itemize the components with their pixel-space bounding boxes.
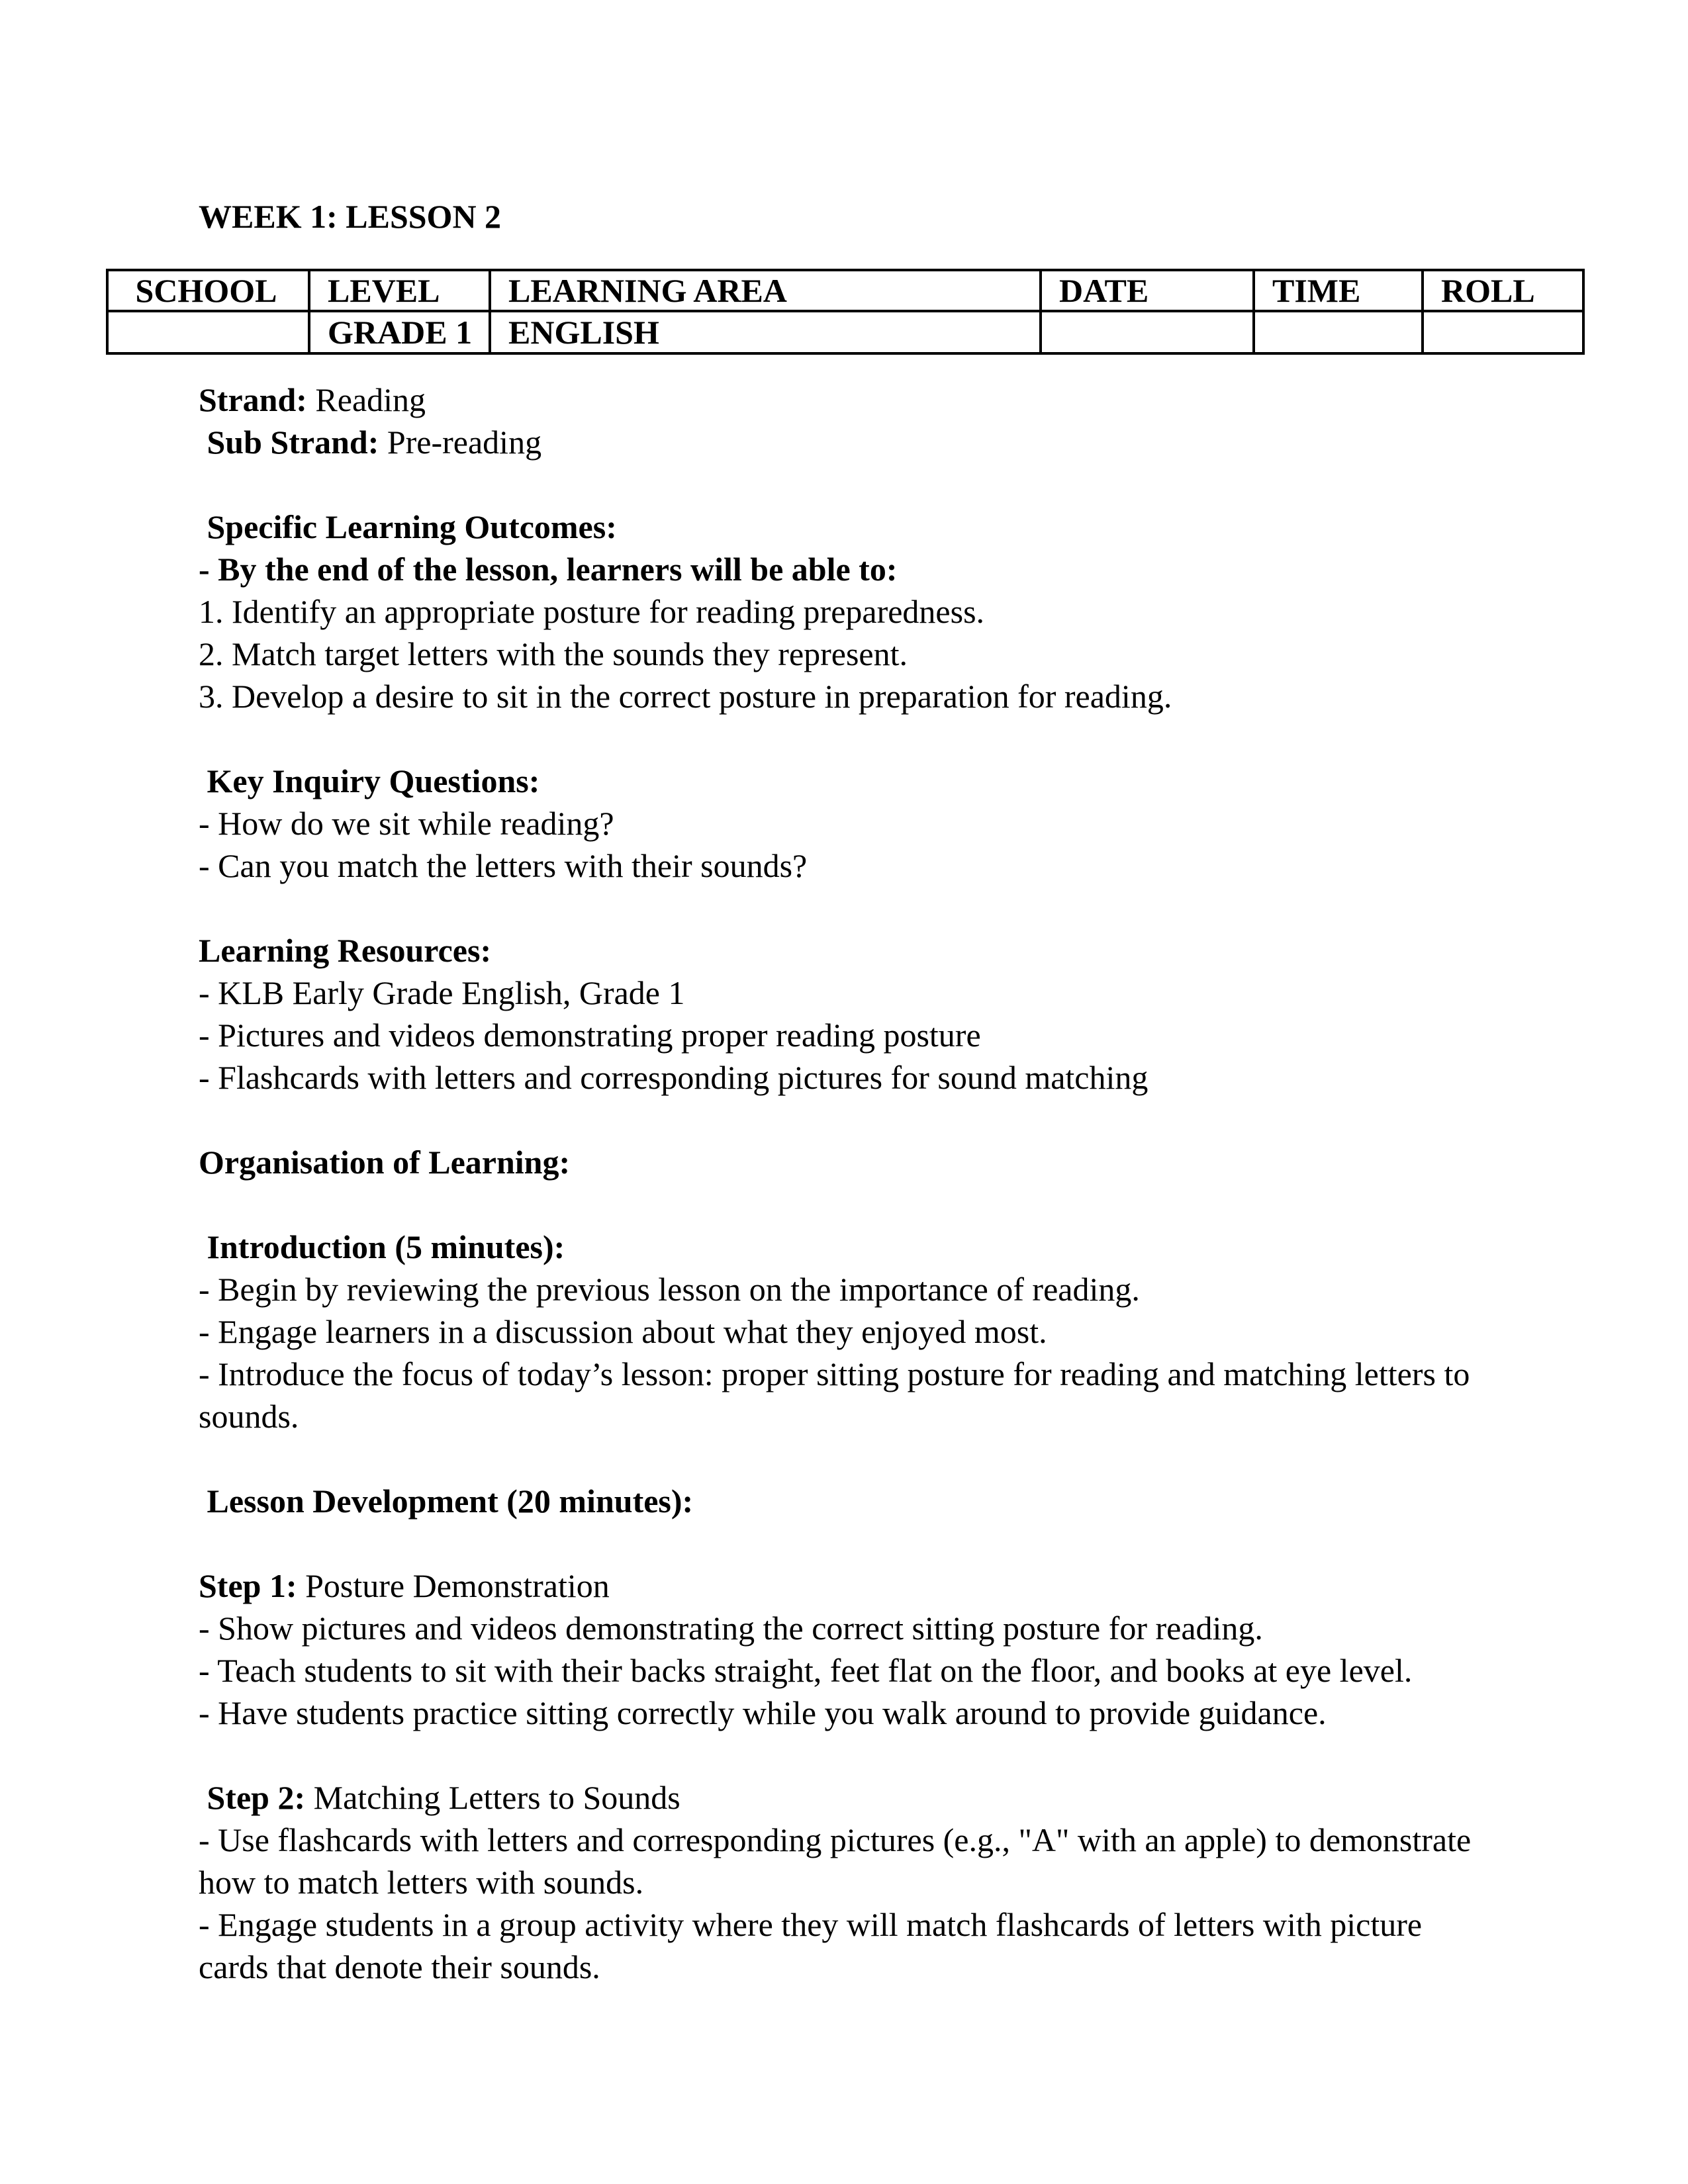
- paragraph: Introduction (5 minutes):: [199, 1228, 565, 1265]
- blank-line: [199, 1522, 1489, 1565]
- paragraph: - By the end of the lesson, learners will be able to:: [199, 551, 898, 588]
- header-cell-roll: ROLL: [1423, 270, 1583, 311]
- page-title: [199, 195, 1688, 238]
- paragraph: - Have students practice sitting correctly while you walk around to provide guidance.: [199, 1694, 1327, 1731]
- paragraph: - Engage learners in a discussion about what they enjoyed most.: [199, 1313, 1047, 1350]
- paragraph: - KLB Early Grade English, Grade 1: [199, 974, 685, 1011]
- paragraph: - Can you match the letters with their sounds?: [199, 847, 808, 884]
- paragraph: - Begin by reviewing the previous lesson on the importance of reading.: [199, 1271, 1140, 1308]
- paragraph: Specific Learning Outcomes:: [199, 508, 617, 545]
- value-cell-roll: [1423, 311, 1583, 353]
- blank-line: [199, 1734, 1489, 1776]
- page-title-text: WEEK 1: LESSON 2: [199, 198, 502, 235]
- header-cell-school: SCHOOL: [107, 270, 309, 311]
- value-cell-level: GRADE 1: [309, 311, 490, 353]
- paragraph: Sub Strand: Pre-reading: [199, 424, 542, 461]
- paragraph: - How do we sit while reading?: [199, 805, 614, 842]
- lesson-info-table: [106, 269, 1585, 355]
- blank-line: [199, 887, 1489, 929]
- paragraph: - Use flashcards with letters and corresponding pictures (e.g., "A" with an apple) to demonstrate how to match letters with sounds.: [199, 1821, 1479, 1901]
- value-cell-learning-area: ENGLISH: [490, 311, 1041, 353]
- paragraph: - Introduce the focus of today’s lesson: proper sitting posture for reading and matching letters to sounds.: [199, 1355, 1478, 1435]
- paragraph: - Show pictures and videos demonstrating the correct sitting posture for reading.: [199, 1610, 1263, 1647]
- paragraph: - Pictures and videos demonstrating proper reading posture: [199, 1017, 981, 1054]
- value-cell-time: [1254, 311, 1423, 353]
- paragraph: Learning Resources:: [199, 932, 492, 969]
- paragraph: Strand: Reading: [199, 381, 426, 418]
- blank-line: [199, 1183, 1489, 1226]
- paragraph: 1. Identify an appropriate posture for reading preparedness.: [199, 593, 985, 630]
- paragraph: - Flashcards with letters and corresponding pictures for sound matching: [199, 1059, 1149, 1096]
- paragraph: Step 1: Posture Demonstration: [199, 1567, 610, 1604]
- blank-line: [199, 463, 1489, 506]
- value-cell-date: [1041, 311, 1254, 353]
- paragraph: Key Inquiry Questions:: [199, 762, 540, 799]
- value-cell-school: [107, 311, 309, 353]
- blank-line: [199, 1099, 1489, 1141]
- info-table-header-row: [107, 270, 1583, 311]
- blank-line: [199, 1437, 1489, 1480]
- document-body: [199, 379, 1489, 1988]
- paragraph: 2. Match target letters with the sounds they represent.: [199, 635, 908, 672]
- paragraph: - Engage students in a group activity where they will match flashcards of letters with picture cards that denote their sounds.: [199, 1906, 1430, 1985]
- info-table-data-row: [107, 311, 1583, 353]
- header-cell-learning-area: LEARNING AREA: [490, 270, 1041, 311]
- blank-line: [199, 717, 1489, 760]
- paragraph: Step 2: Matching Letters to Sounds: [199, 1779, 680, 1816]
- paragraph: Organisation of Learning:: [199, 1144, 571, 1181]
- header-cell-time: TIME: [1254, 270, 1423, 311]
- paragraph: Lesson Development (20 minutes):: [199, 1482, 694, 1520]
- header-cell-level: LEVEL: [309, 270, 490, 311]
- header-cell-date: DATE: [1041, 270, 1254, 311]
- paragraph: - Teach students to sit with their backs straight, feet flat on the floor, and books at eye level.: [199, 1652, 1413, 1689]
- paragraph: 3. Develop a desire to sit in the correct posture in preparation for reading.: [199, 678, 1172, 715]
